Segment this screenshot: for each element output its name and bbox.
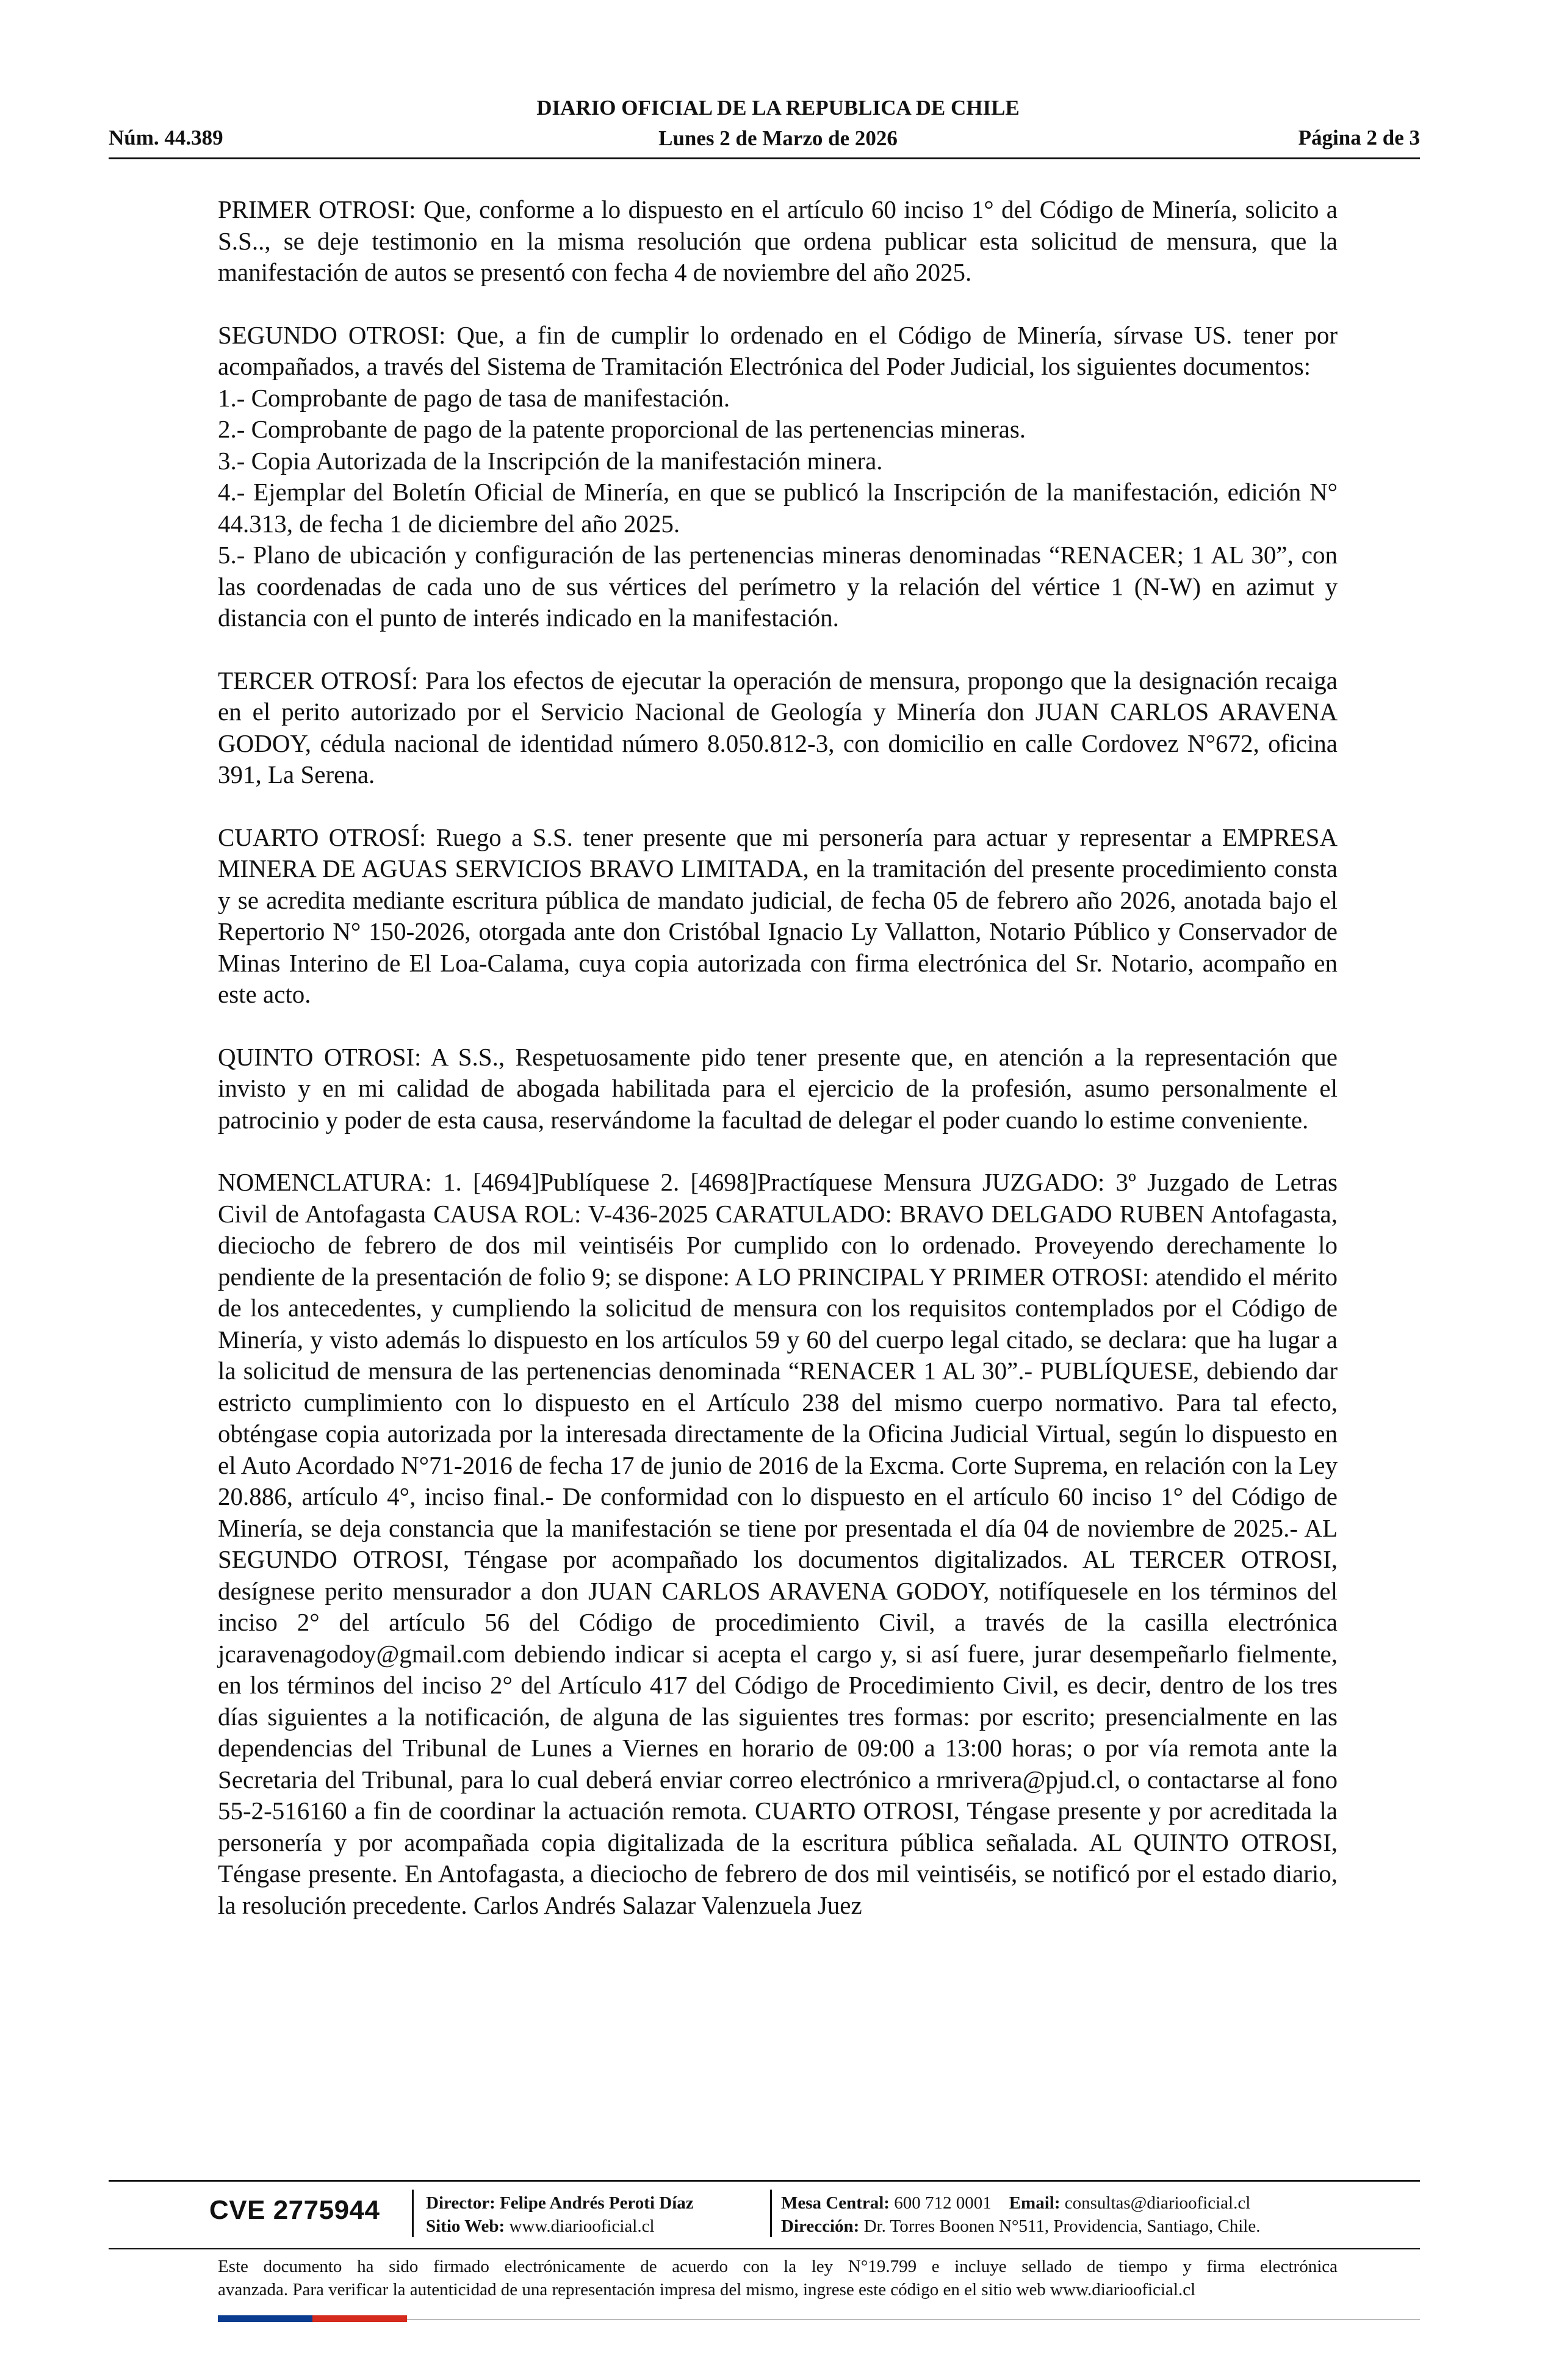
document-list-item: 4.- Ejemplar del Boletín Oficial de Minería, en que se publicó la Inscripción de la manifestación, edición N° 44.313, de fecha 1 de diciembre del año 2025. xyxy=(218,478,1338,538)
segundo-otrosi-intro: SEGUNDO OTROSI: Que, a fin de cumplir lo ordenado en el Código de Minería, sírvase US. tener por acompañados, a través del Sistema de Tramitación Electrónica del Poder Judicial, los siguientes documentos: xyxy=(218,320,1338,380)
mesa-central-phone: 600 712 0001 xyxy=(894,2193,992,2213)
legal-notice-line: avanzada. Para verificar la autenticidad de una representación impresa del mismo, ingrese este código en el sitio web www.diariooficial.cl xyxy=(218,2280,1196,2299)
director-label: Director: xyxy=(426,2193,495,2213)
legal-notice xyxy=(218,2255,1338,2301)
header-divider xyxy=(109,157,1420,159)
address-label: Dirección: xyxy=(781,2216,860,2236)
email-link[interactable]: consultas@diariooficial.cl xyxy=(1064,2193,1251,2213)
cuarto-otrosi-paragraph: CUARTO OTROSÍ: Ruego a S.S. tener presente que mi personería para actuar y representar a EMPRESA MINERA DE AGUAS SERVICIOS BRAVO LIMITADA, en la tramitación del presente procedimiento consta y se acredita mediante escritura pública de mandato judicial, de fecha 05 de febrero año 2026, anotada bajo el Repertorio N° 150-2026, otorgada ante don Cristóbal Ignacio Ly Vallatton, Notario Público y Conservador de Minas Interino de El Loa-Calama, cuya copia autorizada con firma electrónica del Sr. Notario, acompaño en este acto. xyxy=(218,823,1338,1008)
flag-red-segment xyxy=(312,2315,407,2322)
quinto-otrosi-paragraph: QUINTO OTROSI: A S.S., Respetuosamente pido tener presente que, en atención a la representación que invisto y en mi calidad de abogada habilitada para el ejercicio de la profesión, asumo personalmente el patrocinio y poder de esta causa, reservándome la facultad de delegar el poder cuando lo estime conveniente. xyxy=(218,1042,1338,1134)
issue-date: Lunes 2 de Marzo de 2026 xyxy=(658,126,898,150)
document-body xyxy=(218,194,1338,1921)
legal-notice-line: Este documento ha sido firmado electrónicamente de acuerdo con la ley N°19.799 e incluye sellado de tiempo y firma electrónica xyxy=(218,2257,1338,2276)
nomenclatura-paragraph: NOMENCLATURA: 1. [4694]Publíquese 2. [4698]Practíquese Mensura JUZGADO: 3º Juzgado de Letras Civil de Antofagasta CAUSA ROL: V-436-2025 CARATULADO: BRAVO DELGADO RUBEN Antofagasta, dieciocho de febrero de dos mil veintiséis Por cumplido con lo ordenado. Proveyendo derechamente lo pendiente de la presentación de folio 9; se dispone: A LO PRINCIPAL Y PRIMER OTROSI: atendido el mérito de los antecedentes, y cumpliendo la solicitud de mensura con los requisitos contemplados por el Código de Minería, y visto además lo dispuesto en los artículos 59 y 60 del cuerpo legal citado, se declara: que ha lugar a la solicitud de mensura de las pertenencias denominada “RENACER 1 AL 30”.- PUBLÍQUESE, debiendo dar estricto cumplimiento con lo dispuesto en el Artículo 238 del mismo cuerpo normativo. Para tal efecto, obténgase copia autorizada por la interesada directamente de la Oficina Judicial Virtual, según lo dispuesto en el Auto Acordado N°71-2016 de fecha 17 de junio de 2016 de la Excma. Corte Suprema, en relación con la Ley 20.886, artículo 4°, inciso final.- De conformidad con lo dispuesto en el artículo 60 inciso 1° del Código de Minería, se deja constancia que la manifestación se tiene por presentada el día 04 de noviembre de 2025.- AL SEGUNDO OTROSI, Téngase por acompañado los documentos digitalizados. AL TERCER OTROSI, desígnese perito mensurador a don JUAN CARLOS ARAVENA GODOY, notifíquesele en los términos del inciso 2° del artículo 56 del Código de procedimiento Civil, a través de la casilla electrónica jcaravenagodoy@gmail.com debiendo indicar si acepta el cargo y, si así fuere, jurar desempeñarlo fielmente, en los términos del inciso 2° del Artículo 417 del Código de Procedimiento Civil, es decir, dentro de los tres días siguientes a la notificación, de alguna de las siguientes tres formas: por escrito; presencialmente en las dependencias del Tribunal de Lunes a Viernes en horario de 09:00 a 13:00 horas; o por vía remota ante la Secretaria del Tribunal, para lo cual deberá enviar correo electrónico a rmrivera@pjud.cl, o contactarse al fono 55-2-516160 a fin de coordinar la actuación remota. CUARTO OTROSI, Téngase presente y por acreditada la personería y por acompañada copia digitalizada de la escritura pública señalada. AL QUINTO OTROSI, Téngase presente. En Antofagasta, a dieciocho de febrero de dos mil veintiséis, se notificó por el estado diario, la resolución precedente. Carlos Andrés Salazar Valenzuela Juez xyxy=(218,1168,1338,1919)
footer-divider-middle xyxy=(109,2248,1420,2249)
footer-divider-top xyxy=(109,2180,1420,2182)
footer-separator xyxy=(770,2190,772,2237)
footer-contact-info xyxy=(781,2191,1260,2238)
address-value: Dr. Torres Boonen N°511, Providencia, Santiago, Chile. xyxy=(863,2216,1261,2236)
director-name: Felipe Andrés Peroti Díaz xyxy=(500,2193,694,2213)
issue-number: Núm. 44.389 xyxy=(109,126,223,150)
cve-code: CVE 2775944 xyxy=(209,2195,380,2225)
newspaper-title: DIARIO OFICIAL DE LA REPUBLICA DE CHILE xyxy=(536,96,1020,120)
document-list-item: 1.- Comprobante de pago de tasa de manifestación. xyxy=(218,383,730,412)
footer-divider-bottom xyxy=(407,2319,1420,2320)
document-list-item: 2.- Comprobante de pago de la patente proporcional de las pertenencias mineras. xyxy=(218,415,1026,443)
tercer-otrosi-paragraph: TERCER OTROSÍ: Para los efectos de ejecutar la operación de mensura, propongo que la designación recaiga en el perito autorizado por el Servicio Nacional de Geología y Minería don JUAN CARLOS ARAVENA GODOY, cédula nacional de identidad número 8.050.812-3, con domicilio en calle Cordovez N°672, oficina 391, La Serena. xyxy=(218,666,1338,788)
email-label: Email: xyxy=(1009,2193,1061,2213)
document-list-item: 3.- Copia Autorizada de la Inscripción de la manifestación minera. xyxy=(218,446,883,475)
footer-director-info xyxy=(426,2191,694,2238)
document-list-item: 5.- Plano de ubicación y configuración de las pertenencias mineras denominadas “RENACER; 1 AL 30”, con las coordenadas de cada uno de sus vértices del perímetro y la relación del vértice 1 (N-W) en azimut y distancia con el punto de interés indicado en la manifestación. xyxy=(218,541,1338,632)
mesa-central-label: Mesa Central: xyxy=(781,2193,890,2213)
website-label: Sitio Web: xyxy=(426,2216,505,2236)
page-indicator: Página 2 de 3 xyxy=(1298,126,1420,150)
website-link[interactable]: www.diariooficial.cl xyxy=(509,2216,655,2236)
flag-blue-segment xyxy=(218,2315,312,2322)
chile-flag-stripe xyxy=(218,2315,407,2322)
footer-separator xyxy=(412,2190,414,2237)
primer-otrosi-paragraph: PRIMER OTROSI: Que, conforme a lo dispuesto en el artículo 60 inciso 1° del Código de Minería, solicito a S.S.., se deje testimonio en la misma resolución que ordena publicar esta solicitud de mensura, que la manifestación de autos se presentó con fecha 4 de noviembre del año 2025. xyxy=(218,195,1338,286)
